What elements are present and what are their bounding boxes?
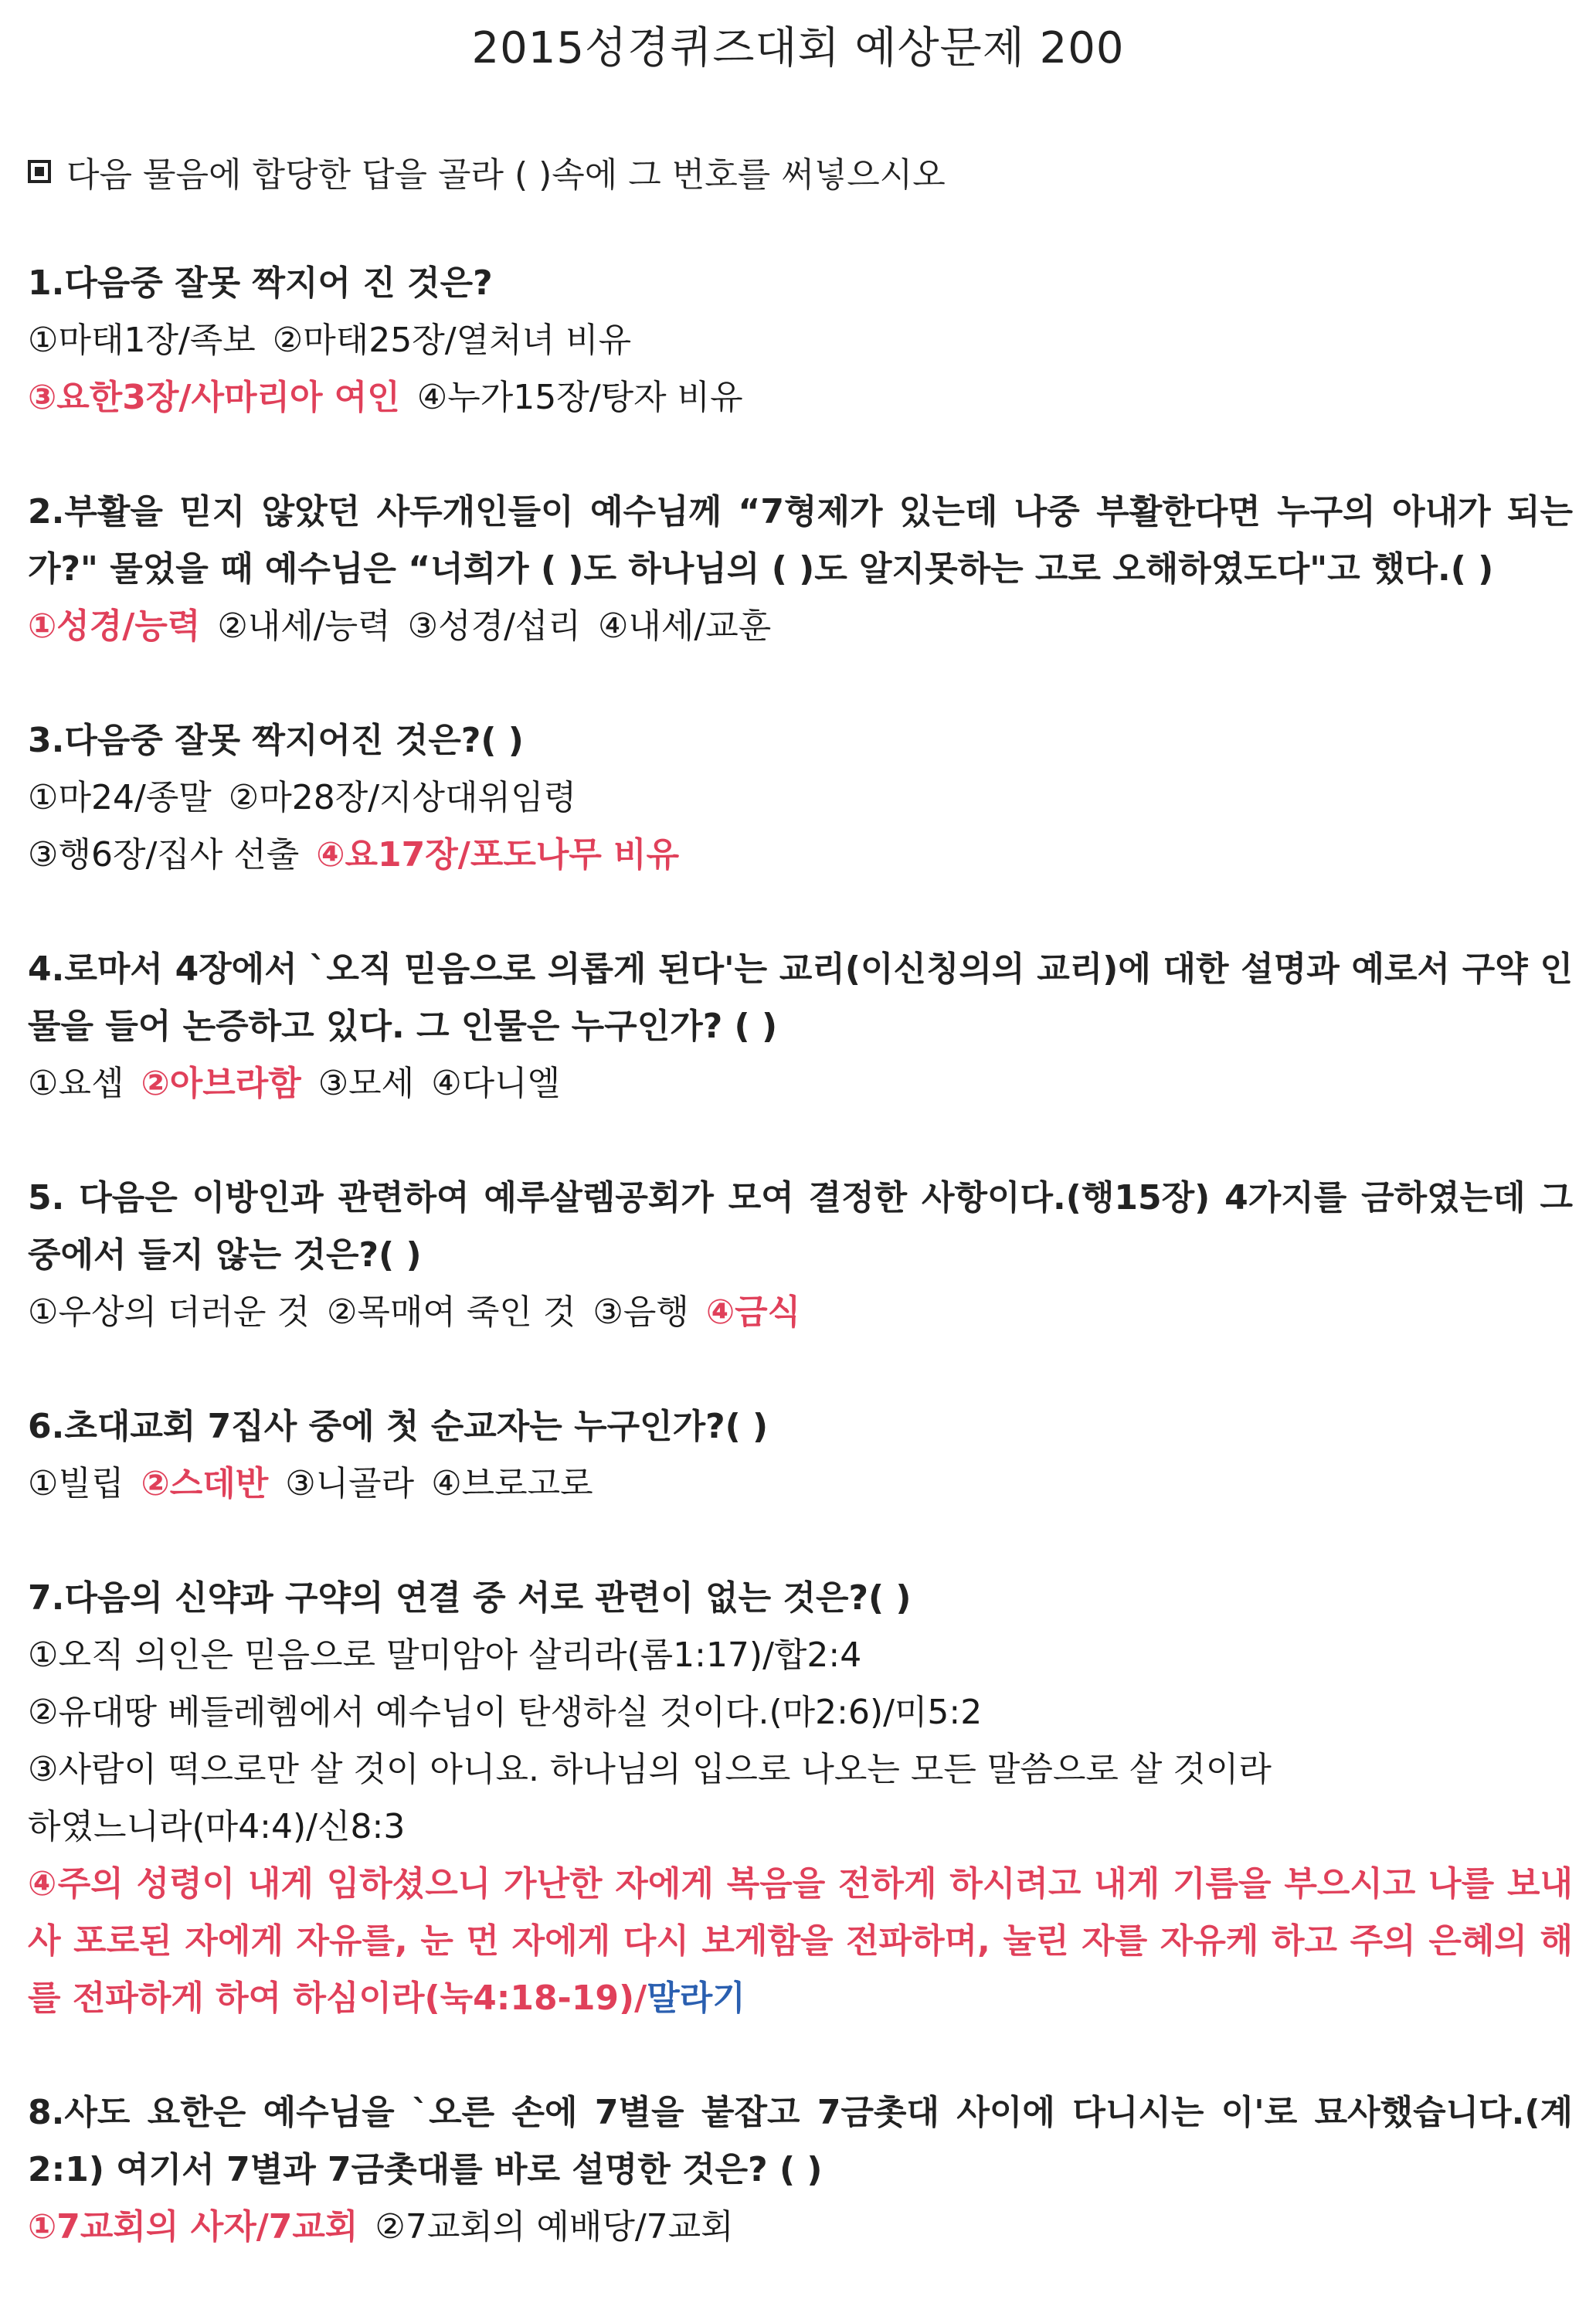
option: ①마24/종말 [28,778,212,817]
question-text: 7.다음의 신약과 구약의 연결 중 서로 관련이 없는 것은?( ) [28,1578,912,1618]
option: ③행6장/집사 선출 [28,835,300,875]
answer-option: ④주의 성령이 내게 임하셨으니 가난한 자에게 복음을 전하게 하시려고 내게 기름을 부으시고 나를 보내사 포로된 자에게 자유를, 눈 먼 자에게 다시 보게함을 전파하며, 눌린 자를 자유케 하고 주의 은혜의 해를 전파하게 하여 하심이라(눅4:18-19)/ [28,1864,1573,2018]
option-line [28,1798,1573,1856]
option-line [28,1055,1573,1112]
question-2 [28,484,1573,655]
option: ①요셉 [28,1064,124,1103]
instruction [28,147,946,196]
page-title: 2015성경퀴즈대회 예상문제 200 [471,23,1125,73]
question-8 [28,2084,1573,2256]
option-line [28,369,1573,426]
option: ②목매여 죽인 것 [326,1292,576,1332]
option: ④브로고로 [431,1464,593,1503]
question-1 [28,255,1573,426]
option-line [28,769,1573,827]
question-text: 4.로마서 4장에서 `오직 믿음으로 의롭게 된다'는 교리(이신칭의의 교리)에 대한 설명과 예로서 구약 인물을 들어 논증하고 있다. 그 인물은 누구인가? ( ) [28,949,1573,1046]
question-list [28,255,1573,2313]
option-line [28,1741,1573,1798]
option: ②마태25장/열처녀 비유 [272,321,632,360]
question-5 [28,1170,1573,1341]
option-line [28,2199,1573,2256]
checkbox-square-icon [28,160,51,183]
option: ②유대땅 베들레헴에서 예수님이 탄생하실 것이다.(마2:6)/미5:2 [28,1693,983,1732]
answer-option: ①7교회의 사자/7교회 [28,2207,358,2247]
option-line [28,1284,1573,1341]
question-text: 6.초대교회 7집사 중에 첫 순교자는 누구인가?( ) [28,1407,769,1446]
answer-option: ③요한3장/사마리아 여인 [28,378,400,417]
option: ②마28장/지상대위임령 [228,778,577,817]
option: ①우상의 더러운 것 [28,1292,310,1332]
option: ②7교회의 예배당/7교회 [375,2207,734,2247]
question-text: 8.사도 요한은 예수님을 `오른 손에 7별을 붙잡고 7금촛대 사이에 다니시는 이'로 묘사했습니다.(계2:1) 여기서 7별과 7금촛대를 바로 설명한 것은? ( ) [28,2093,1573,2189]
question-text: 3.다음중 잘못 짝지어진 것은?( ) [28,721,524,760]
question-text: 2.부활을 믿지 않았던 사두개인들이 예수님께 “7형제가 있는데 나중 부활한다면 누구의 아내가 되는가?" 물었을 때 예수님은 “너희가 ( )도 하나님의 ( )도 알지못하는 고로 오해하였도다"고 했다.( ) [28,492,1573,589]
option: ④내세/교훈 [597,606,772,646]
question-4 [28,941,1573,1112]
question-3 [28,712,1573,884]
option-line [28,827,1573,884]
answer-option: ①성경/능력 [28,606,201,646]
option: ③음행 [593,1292,689,1332]
option: ④누가15장/탕자 비유 [416,378,743,417]
option: ③니골라 [285,1464,415,1503]
answer-option: ②아브라함 [141,1064,301,1103]
option: ②내세/능력 [217,606,391,646]
answer-option: ④요17장/포도나무 비유 [316,835,680,875]
question-text: 5. 다음은 이방인과 관련하여 예루살렘공회가 모여 결정한 사항이다.(행15장) 4가지를 금하였는데 그 중에서 들지 않는 것은?( ) [28,1178,1573,1275]
option-line [28,1455,1573,1513]
option: ①오직 의인은 믿음으로 말미암아 살리라(롬1:17)/합2:4 [28,1635,862,1675]
option-line [28,312,1573,369]
option: ③사람이 떡으로만 살 것이 아니요. 하나님의 입으로 나오는 모든 말씀으로 살 것이라 [28,1750,1272,1789]
option: ③성경/섭리 [407,606,581,646]
option-line [28,598,1573,655]
option-line [28,1684,1573,1741]
question-6 [28,1398,1573,1513]
option: ④다니엘 [431,1064,561,1103]
answer-option: ②스데반 [141,1464,269,1503]
question-text: 1.다음중 잘못 짝지어 진 것은? [28,263,493,303]
option: 하였느니라(마4:4)/신8:3 [28,1807,406,1846]
answer-option-block [28,1856,1573,2027]
option: ①빌립 [28,1464,124,1503]
option: ③모세 [318,1064,415,1103]
answer-option: ④금식 [705,1292,801,1332]
option: ①마태1장/족보 [28,321,256,360]
instruction-text: 다음 물음에 합당한 답을 골라 ( )속에 그 번호를 써넣으시오 [66,155,946,195]
option-line [28,1627,1573,1684]
question-7 [28,1570,1573,2027]
answer-note: 말라기 [647,1978,745,2018]
